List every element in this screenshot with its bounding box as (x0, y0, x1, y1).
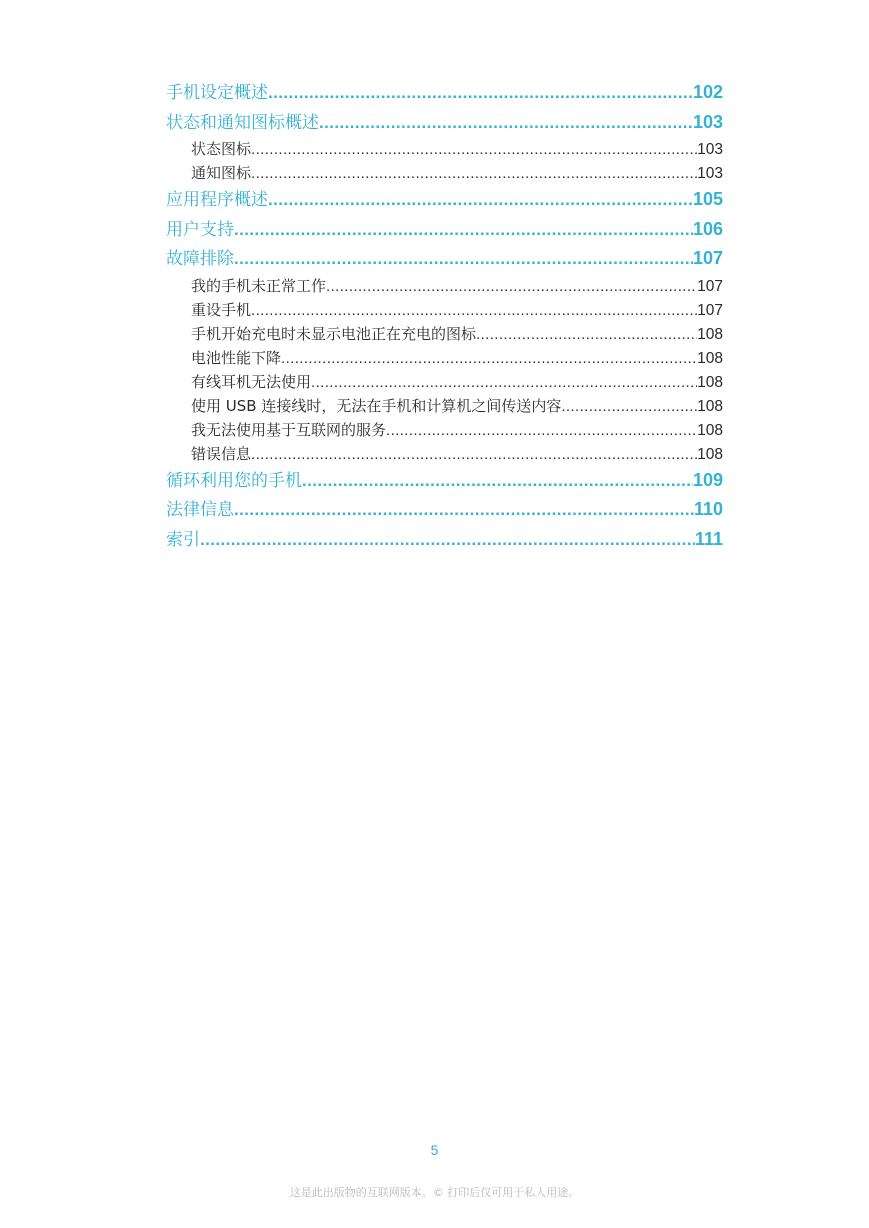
toc-entry-title: 状态和通知图标概述 (166, 112, 319, 133)
toc-subentry-title: 重设手机 (191, 300, 252, 319)
toc-entry[interactable] (166, 185, 723, 215)
toc-entry-title: 手机设定概述 (166, 83, 268, 103)
toc-subentry-page: 108 (697, 349, 723, 367)
toc-leader-dots (326, 275, 697, 298)
toc-subentry-page: 103 (697, 141, 723, 158)
toc-leader-dots (251, 162, 697, 185)
table-of-contents (166, 78, 723, 554)
toc-subentry[interactable] (166, 370, 723, 394)
toc-subentry-page: 108 (697, 373, 723, 391)
toc-entry-title: 索引 (166, 529, 200, 550)
toc-entry-title: 故障排除 (166, 249, 234, 269)
toc-leader-dots (268, 185, 693, 215)
toc-subentry[interactable] (166, 442, 723, 466)
toc-subentry-page: 108 (697, 325, 723, 343)
toc-leader-dots (386, 419, 697, 442)
toc-leader-dots (251, 299, 697, 322)
toc-subentry[interactable] (166, 394, 723, 418)
toc-entry-page: 109 (692, 469, 723, 490)
toc-subentry-page: 107 (697, 277, 723, 295)
toc-leader-dots (281, 347, 697, 370)
toc-leader-dots (476, 323, 697, 346)
footer-copyright-note: 这是此出版物的互联网版本。© 打印后仅可用于私人用途。 (289, 1186, 580, 1199)
toc-entry[interactable] (166, 78, 723, 108)
toc-entry-title: 法律信息 (166, 500, 234, 520)
toc-subentry[interactable] (166, 418, 723, 442)
toc-entry-title: 应用程序概述 (166, 190, 268, 210)
toc-subentry-page: 108 (697, 421, 723, 439)
toc-entry[interactable] (166, 215, 723, 245)
toc-entry-page: 103 (692, 111, 723, 132)
toc-entry-title: 循环利用您的手机 (166, 470, 302, 491)
toc-leader-dots (251, 443, 697, 466)
toc-subentry[interactable] (166, 137, 723, 161)
toc-subentry-title: 状态图标 (191, 140, 252, 158)
toc-subentry-title: 使用 USB 连接线时，无法在手机和计算机之间传送内容 (191, 396, 562, 415)
toc-subentry-page: 107 (697, 301, 723, 319)
toc-subentry[interactable] (166, 161, 723, 185)
toc-leader-dots (234, 215, 693, 245)
toc-leader-dots (234, 495, 694, 525)
toc-leader-dots (311, 371, 697, 394)
toc-subentry-title: 有线耳机无法使用 (191, 372, 312, 391)
toc-subentry-title: 电池性能下降 (191, 348, 282, 367)
toc-subentry-title: 我的手机未正常工作 (191, 276, 327, 295)
toc-subentry[interactable] (166, 346, 723, 370)
toc-entry-page: 102 (692, 82, 723, 102)
toc-subentry[interactable] (166, 274, 723, 298)
toc-subentry-title: 我无法使用基于互联网的服务 (191, 420, 387, 439)
toc-entry[interactable] (166, 108, 723, 138)
toc-entry[interactable] (166, 495, 723, 525)
toc-entry[interactable] (166, 244, 723, 274)
toc-leader-dots (268, 78, 693, 108)
toc-subentry-title: 通知图标 (191, 164, 252, 182)
toc-leader-dots (561, 395, 697, 418)
toc-leader-dots (200, 525, 695, 555)
toc-subentry[interactable] (166, 298, 723, 322)
toc-leader-dots (251, 138, 697, 161)
toc-entry-title: 用户支持 (166, 219, 234, 240)
toc-entry-page: 110 (693, 499, 723, 519)
page-number: 5 (430, 1142, 439, 1158)
toc-leader-dots (234, 244, 693, 274)
toc-entry[interactable] (166, 525, 723, 555)
toc-subentry-page: 108 (697, 445, 723, 463)
toc-subentry-page: 103 (697, 165, 723, 182)
toc-entry-page: 105 (692, 189, 723, 209)
toc-leader-dots (319, 108, 693, 138)
toc-entry-page: 111 (694, 528, 723, 549)
toc-subentry-page: 108 (697, 397, 723, 415)
toc-leader-dots (302, 466, 693, 496)
toc-subentry-title: 手机开始充电时未显示电池正在充电的图标 (191, 324, 477, 343)
toc-entry[interactable] (166, 466, 723, 496)
toc-subentry[interactable] (166, 322, 723, 346)
toc-subentry-title: 错误信息 (191, 444, 252, 463)
toc-entry-page: 107 (692, 248, 723, 268)
toc-entry-page: 106 (692, 218, 723, 239)
